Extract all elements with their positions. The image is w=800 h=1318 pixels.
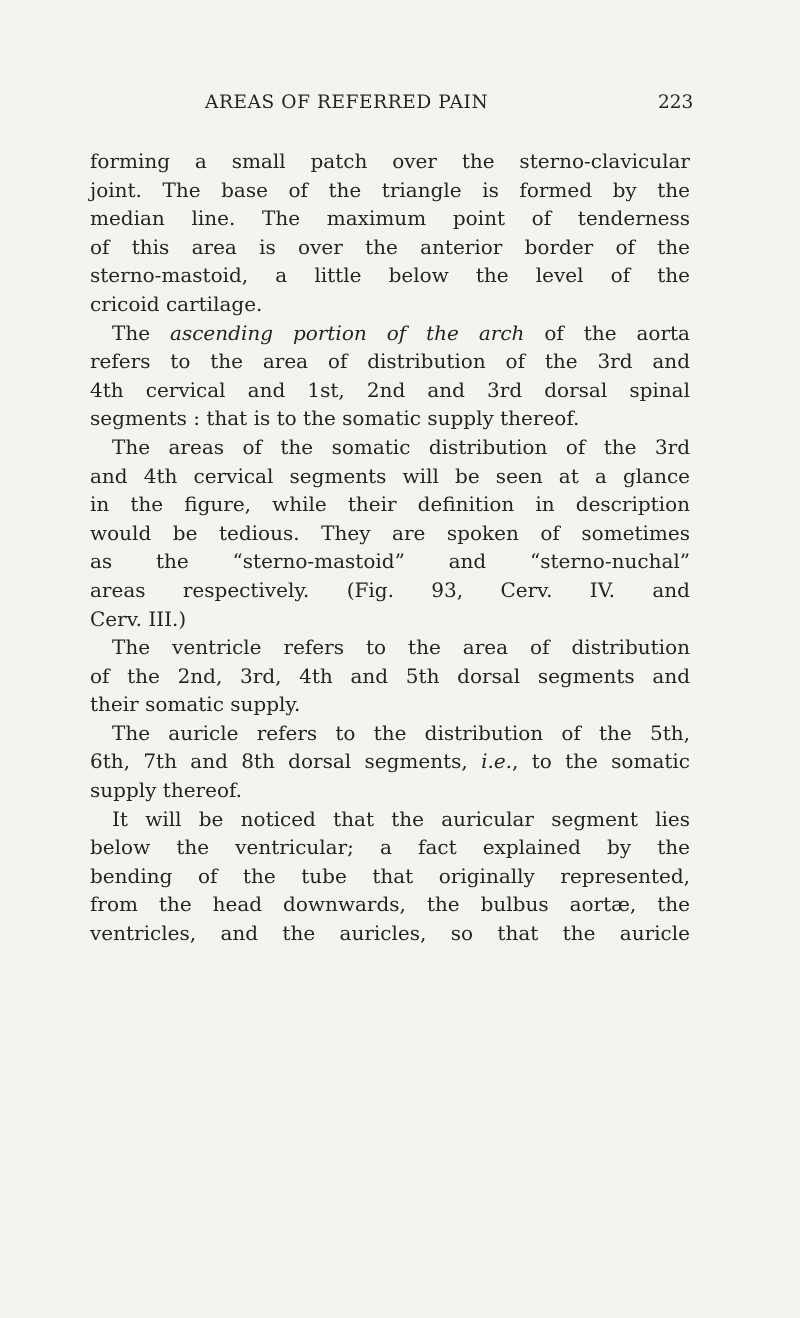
text-line: joint. The base of the triangle is formed by the — [90, 177, 690, 202]
text-run: The — [112, 320, 171, 345]
text-line: The auricle refers to the distribution of the 5th, — [112, 720, 690, 745]
text-line: of the 2nd, 3rd, 4th and 5th dorsal segments and — [90, 663, 690, 688]
text-run: 6th, 7th and 8th dorsal segments, — [90, 749, 482, 774]
text-line: in the figure, while their definition in description — [90, 492, 690, 517]
italic-phrase: ascending portion of the arch — [170, 320, 525, 345]
text-run: of the aorta — [524, 320, 690, 345]
text-line: as the “sterno-mastoid” and “sterno-nuchal” — [90, 549, 690, 574]
text-line: forming a small patch over the sterno-clavicular — [90, 149, 690, 173]
body-text — [90, 147, 690, 948]
text-line: supply thereof. — [90, 778, 243, 803]
text-line: ventricles, and the auricles, so that the auricle — [90, 921, 690, 946]
text-line: from the head downwards, the bulbus aortæ, the — [90, 892, 690, 917]
text-run: , to the somatic — [512, 749, 690, 774]
text-line: It will be noticed that the auricular segment lies — [112, 806, 690, 831]
text-line: below the ventricular; a fact explained by the — [90, 835, 690, 860]
text-line: segments : that is to the somatic supply thereof. — [90, 406, 580, 431]
text-line — [90, 319, 690, 348]
running-head: AREAS OF REFERRED PAIN — [205, 92, 489, 113]
italic-phrase: i.e. — [481, 749, 513, 774]
text-line: of this area is over the anterior border of the — [90, 234, 690, 259]
page-number: 223 — [658, 92, 694, 113]
text-line: Cerv. III.) — [90, 606, 187, 631]
text-line: median line. The maximum point of tenderness — [90, 206, 690, 231]
text-line: The ventricle refers to the area of distribution — [112, 635, 690, 660]
text-line — [90, 747, 690, 776]
text-line: sterno-mastoid, a little below the level of the — [90, 263, 690, 288]
text-line: refers to the area of distribution of the 3rd and — [90, 349, 690, 374]
text-line: cricoid cartilage. — [90, 291, 263, 316]
text-line: 4th cervical and 1st, 2nd and 3rd dorsal spinal — [90, 377, 690, 402]
text-line: and 4th cervical segments will be seen at a glance — [90, 463, 690, 488]
text-line: The areas of the somatic distribution of the 3rd — [112, 434, 690, 459]
text-line: bending of the tube that originally represented, — [90, 863, 690, 888]
text-line: areas respectively. (Fig. 93, Cerv. IV. and — [90, 577, 690, 602]
page-header — [0, 92, 800, 122]
text-line: their somatic supply. — [90, 692, 301, 717]
text-line: would be tedious. They are spoken of sometimes — [90, 520, 690, 545]
